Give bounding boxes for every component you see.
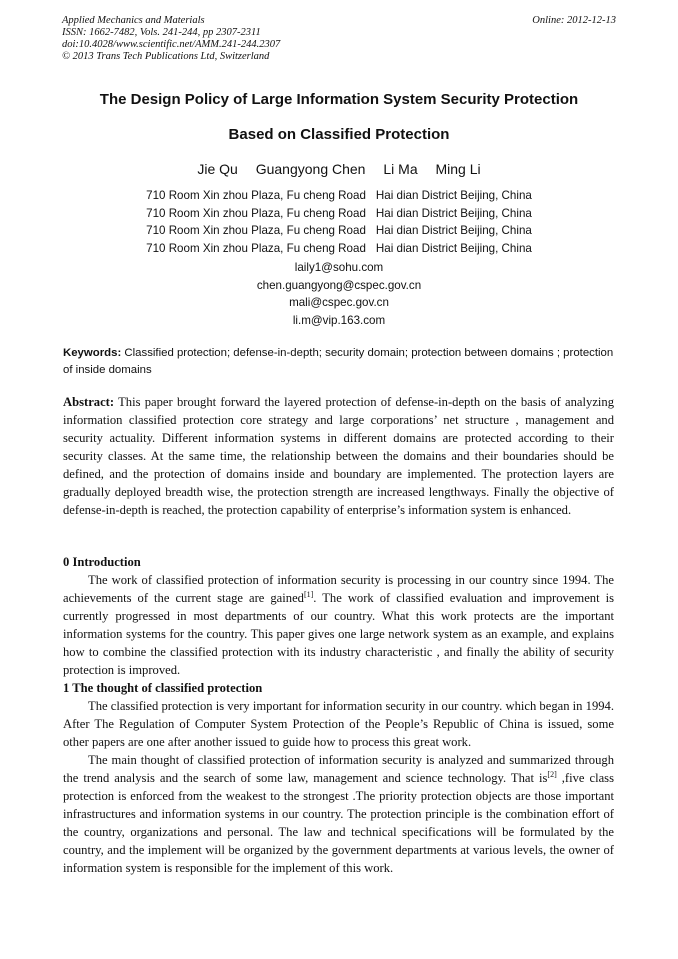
email: chen.guangyong@cspec.gov.cn xyxy=(256,278,422,292)
section-heading: 0 Introduction xyxy=(63,555,141,569)
affiliation-line: 710 Room Xin zhou Plaza, Fu cheng Road Hai dian District Beijing, China xyxy=(146,224,532,238)
author-list xyxy=(40,160,638,178)
affiliation-line: 710 Room Xin zhou Plaza, Fu cheng Road Hai dian District Beijing, China xyxy=(146,189,532,202)
email-list xyxy=(40,259,638,330)
doi: doi:10.4028/www.scientific.net/AMM.241-244.2307 xyxy=(62,39,281,50)
author: Ming Li xyxy=(435,161,481,177)
copyright: © 2013 Trans Tech Publications Ltd, Switzerland xyxy=(62,51,270,62)
citation: [1] xyxy=(303,589,314,599)
paper-title-line-2: Based on Classified Protection xyxy=(228,126,450,143)
abstract xyxy=(63,393,614,519)
affiliation-line: 710 Room Xin zhou Plaza, Fu cheng Road Hai dian District Beijing, China xyxy=(146,206,532,220)
paragraph: The work of classified protection of information security is processing in our country since 1994. The achievements of the current stage are gained[1]. The work of classified evaluation and improvement is currently progressed in most departments of our country. What this work protects are the important information systems for the country. This paper gives one large network system as an example, and explains how to combine the classified protection with its industry characteristic , and finally the ability of security protection is improved. xyxy=(63,573,615,677)
main-body xyxy=(63,553,614,877)
abstract-label: Abstract: xyxy=(63,395,115,409)
author: Guangyong Chen xyxy=(255,161,366,177)
email: mali@cspec.gov.cn xyxy=(289,296,389,310)
email: laily1@sohu.com xyxy=(294,261,384,274)
affiliation-list xyxy=(40,187,638,258)
keywords-text: Classified protection; defense-in-depth; security domain; protection between domains ; protection of inside domains xyxy=(63,347,614,376)
paragraph: The classified protection is very important for information security in our country. which began in 1994. After The Regulation of Computer System Protection of the People’s Republic of China is issued, some other papers are one after another issued to guide how to process this great work. xyxy=(63,699,614,749)
journal-header xyxy=(62,15,280,63)
keywords xyxy=(63,345,615,379)
author: Li Ma xyxy=(383,161,418,177)
abstract-text: This paper brought forward the layered protection of defense-in-depth on the basis of analyzing information classified protection core strategy and large corporations’ net structure , management and security actuality. Different information systems in different domains are protected according to their security classes. At the same time, the relationship between the domains and their boundaries should be defined, and the protection of domains inside and boundary are implemented. The protection layers are gradually deployed breadth wise, the protection strength are increased lengthways. Finally the objective of defense-in-depth is reached, the protection capability of enterprise’s information system is enhanced. xyxy=(63,395,615,517)
paper-title-line-1: The Design Policy of Large Information System Security Protection xyxy=(99,91,579,108)
author: Jie Qu xyxy=(197,161,238,177)
paragraph: The main thought of classified protection of information security is analyzed and summarized through the trend analysis and the search of some law, management and science technology. That is[2] ,five class protection is enforced from the weakest to the strongest .The priority protection objects are those important infrastructures and information systems in our country. The protection principle is the combination effort of the country, organizations and personal. The law and technical specifications will be formulated by the country, and the implement will be organized by the government departments at various levels, the owner of information system is responsible for the implement of this work. xyxy=(63,753,614,875)
keywords-label: Keywords: xyxy=(63,347,122,359)
issn: ISSN: 1662-7482, Vols. 241-244, pp 2307-2311 xyxy=(62,27,261,38)
citation: [2] xyxy=(547,769,557,779)
affiliation-line: 710 Room Xin zhou Plaza, Fu cheng Road Hai dian District Beijing, China xyxy=(146,242,532,256)
journal-name: Applied Mechanics and Materials xyxy=(62,15,205,26)
online-date: Online: 2012-12-13 xyxy=(532,15,616,26)
email: li.m@vip.163.com xyxy=(292,314,386,328)
section-heading: 1 The thought of classified protection xyxy=(63,681,263,695)
